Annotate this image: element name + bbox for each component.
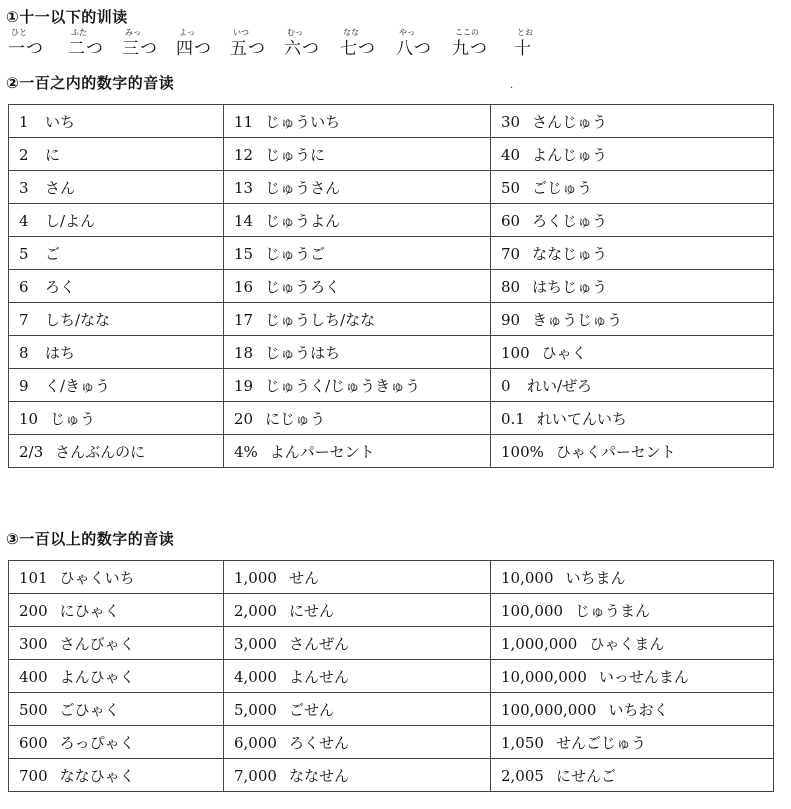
kun-word: 六つ	[284, 39, 320, 59]
reading-text: ひゃく	[541, 343, 587, 362]
table-cell	[491, 171, 774, 204]
kun-item	[68, 28, 108, 60]
table-cell	[491, 435, 774, 468]
number-text: 18	[234, 343, 254, 362]
number-text: 1,000	[234, 568, 277, 587]
kun-word: 三つ	[122, 39, 158, 59]
table-cell	[224, 561, 491, 594]
reading-text: ななひゃく	[59, 766, 135, 785]
number-text: 0	[501, 376, 511, 395]
table-cell	[224, 105, 491, 138]
number-text: 90	[501, 310, 521, 329]
number-text: 300	[19, 634, 48, 653]
table-cell	[491, 660, 774, 693]
reading-text: はちじゅう	[532, 277, 608, 296]
reading-text: ななせん	[288, 766, 349, 785]
reading-text: に	[45, 145, 61, 164]
kun-word: 七つ	[340, 39, 376, 59]
table-row	[9, 759, 774, 792]
reading-text: よんせん	[288, 667, 349, 686]
number-text: 4,000	[234, 667, 277, 686]
reading-text: よんひゃく	[59, 667, 135, 686]
reading-text: じゅうさん	[265, 178, 341, 197]
kun-ruby: やっ	[399, 28, 415, 37]
table-cell	[9, 726, 224, 759]
kun-item	[122, 28, 162, 60]
reading-text: く/きゅう	[45, 376, 111, 395]
reading-text: れいてんいち	[536, 409, 627, 428]
number-text: 10,000	[501, 568, 554, 587]
table-cell	[224, 693, 491, 726]
table-cell	[9, 336, 224, 369]
reading-text: にせんご	[555, 766, 616, 785]
kun-word: 一つ	[8, 39, 44, 59]
reading-text: ろっぴゃく	[59, 733, 135, 752]
number-text: 200	[19, 601, 48, 620]
number-text: 11	[234, 112, 254, 131]
table-cell	[9, 693, 224, 726]
table-row	[9, 693, 774, 726]
number-text: 2/3	[19, 442, 44, 461]
table-cell	[491, 561, 774, 594]
number-text: 15	[234, 244, 254, 263]
table-cell	[224, 303, 491, 336]
table-cell	[224, 171, 491, 204]
reading-text: し/よん	[45, 211, 96, 230]
reading-text: さん	[45, 178, 76, 197]
table-cell	[9, 105, 224, 138]
section3-title: ③一百以上的数字的音读	[6, 530, 175, 548]
table-cell	[9, 270, 224, 303]
table-cell	[9, 171, 224, 204]
reading-text: ごひゃく	[59, 700, 120, 719]
table-cell	[491, 303, 774, 336]
reading-text: よんパーセント	[269, 442, 375, 461]
kun-word: 十	[514, 39, 532, 59]
number-text: 70	[501, 244, 521, 263]
number-text: 50	[501, 178, 521, 197]
table-cell	[224, 138, 491, 171]
table-cell	[9, 369, 224, 402]
number-text: 5,000	[234, 700, 277, 719]
reading-text: じゅういち	[265, 112, 341, 131]
reading-text: さんぜん	[288, 634, 349, 653]
reading-text: しち/なな	[45, 310, 111, 329]
number-text: 100,000,000	[501, 700, 597, 719]
kun-item	[8, 28, 48, 60]
reading-text: いちまん	[565, 568, 626, 587]
reading-text: せん	[288, 568, 319, 587]
section2-title: ②一百之内的数字的音读	[6, 74, 175, 92]
number-text: 17	[234, 310, 254, 329]
table-row	[9, 138, 774, 171]
number-text: 19	[234, 376, 254, 395]
number-text: 1,000,000	[501, 634, 578, 653]
kun-word: 八つ	[396, 39, 432, 59]
number-text: 6	[19, 277, 29, 296]
number-text: 10,000,000	[501, 667, 587, 686]
table-cell	[224, 369, 491, 402]
table-row	[9, 105, 774, 138]
reading-text: いっせんまん	[598, 667, 689, 686]
table-cell	[224, 759, 491, 792]
kun-ruby: なな	[343, 28, 359, 37]
number-text: 7,000	[234, 766, 277, 785]
number-text: 1,050	[501, 733, 544, 752]
table-cell	[9, 402, 224, 435]
number-text: 700	[19, 766, 48, 785]
reading-text: よんじゅう	[532, 145, 608, 164]
number-text: 0.1	[501, 409, 525, 428]
number-text: 12	[234, 145, 254, 164]
reading-text: じゅうく/じゅうきゅう	[265, 376, 421, 395]
table-cell	[491, 204, 774, 237]
kun-word: 五つ	[230, 39, 266, 59]
kun-ruby: みっ	[125, 28, 141, 37]
table-cell	[491, 726, 774, 759]
reading-text: ろくせん	[288, 733, 349, 752]
table-row	[9, 303, 774, 336]
number-text: 20	[234, 409, 254, 428]
table-cell	[9, 237, 224, 270]
reading-text: にせん	[288, 601, 334, 620]
number-text: 16	[234, 277, 254, 296]
number-text: 101	[19, 568, 48, 587]
table-cell	[491, 627, 774, 660]
table-row	[9, 237, 774, 270]
reading-text: せんごじゅう	[555, 733, 646, 752]
kun-word: 四つ	[176, 39, 212, 59]
table-cell	[491, 105, 774, 138]
reading-text: きゅうじゅう	[532, 310, 623, 329]
number-text: 5	[19, 244, 29, 263]
number-text: 1	[19, 112, 29, 131]
reading-text: じゅうはち	[265, 343, 341, 362]
table-row	[9, 171, 774, 204]
stray-dot: .	[510, 80, 514, 91]
number-text: 9	[19, 376, 29, 395]
number-text: 2,005	[501, 766, 544, 785]
reading-text: ろく	[45, 277, 76, 296]
table-cell	[9, 759, 224, 792]
kun-item	[396, 28, 436, 60]
table-cell	[491, 594, 774, 627]
reading-text: さんじゅう	[532, 112, 608, 131]
table-row	[9, 369, 774, 402]
number-text: 40	[501, 145, 521, 164]
table-row	[9, 204, 774, 237]
reading-text: じゅうよん	[265, 211, 341, 230]
reading-text: にひゃく	[59, 601, 120, 620]
kun-word: 九つ	[452, 39, 488, 59]
table-cell	[224, 336, 491, 369]
number-text: 100	[501, 343, 530, 362]
reading-text: いち	[45, 112, 76, 131]
table-row	[9, 660, 774, 693]
table-cell	[491, 270, 774, 303]
table-row	[9, 726, 774, 759]
number-text: 8	[19, 343, 29, 362]
reading-text: じゅうろく	[265, 277, 341, 296]
kun-item	[452, 28, 492, 60]
number-text: 400	[19, 667, 48, 686]
reading-text: じゅうご	[265, 244, 326, 263]
table-cell	[491, 759, 774, 792]
table-cell	[9, 561, 224, 594]
table-cell	[224, 726, 491, 759]
kun-item	[230, 28, 270, 60]
table-cell	[9, 660, 224, 693]
reading-text: いちおく	[608, 700, 669, 719]
table-cell	[224, 660, 491, 693]
table-cell	[224, 627, 491, 660]
table-cell	[491, 138, 774, 171]
kun-ruby: ここの	[455, 28, 479, 37]
over-hundred-table	[8, 560, 774, 792]
kun-ruby: よっ	[179, 28, 195, 37]
number-text: 30	[501, 112, 521, 131]
table-cell	[224, 237, 491, 270]
reading-text: ごせん	[288, 700, 334, 719]
number-text: 2,000	[234, 601, 277, 620]
reading-text: さんびゃく	[59, 634, 135, 653]
number-text: 14	[234, 211, 254, 230]
reading-text: ご	[45, 244, 61, 263]
table-cell	[224, 594, 491, 627]
number-text: 2	[19, 145, 29, 164]
table-cell	[491, 693, 774, 726]
reading-text: ろくじゅう	[532, 211, 608, 230]
number-text: 4%	[234, 442, 258, 461]
number-text: 4	[19, 211, 29, 230]
table-cell	[9, 594, 224, 627]
table-cell	[9, 303, 224, 336]
table-cell	[491, 237, 774, 270]
reading-text: じゅう	[50, 409, 96, 428]
table-cell	[224, 402, 491, 435]
section1-title: ①十一以下的训读	[6, 8, 128, 26]
number-text: 13	[234, 178, 254, 197]
reading-text: じゅうに	[265, 145, 326, 164]
table-cell	[9, 435, 224, 468]
number-text: 600	[19, 733, 48, 752]
reading-text: ひゃくまん	[589, 634, 665, 653]
reading-text: さんぶんのに	[55, 442, 146, 461]
table-cell	[224, 270, 491, 303]
number-text: 60	[501, 211, 521, 230]
table-row	[9, 435, 774, 468]
table-cell	[9, 627, 224, 660]
table-cell	[491, 369, 774, 402]
reading-text: れい/ぜろ	[527, 376, 593, 395]
number-text: 3,000	[234, 634, 277, 653]
kun-ruby: いつ	[233, 28, 249, 37]
table-cell	[224, 204, 491, 237]
under-hundred-table	[8, 104, 774, 468]
table-row	[9, 336, 774, 369]
kun-item	[284, 28, 324, 60]
kun-ruby: ひと	[11, 28, 27, 37]
number-text: 80	[501, 277, 521, 296]
table-row	[9, 270, 774, 303]
table-cell	[491, 402, 774, 435]
reading-text: ひゃくパーセント	[555, 442, 676, 461]
kun-item	[340, 28, 380, 60]
table-cell	[224, 435, 491, 468]
kun-ruby: むっ	[287, 28, 303, 37]
reading-text: じゅうまん	[575, 601, 651, 620]
number-text: 7	[19, 310, 29, 329]
kun-item	[176, 28, 216, 60]
table-cell	[9, 138, 224, 171]
table-cell	[491, 336, 774, 369]
number-text: 10	[19, 409, 39, 428]
table-row	[9, 627, 774, 660]
kun-ruby: とお	[517, 28, 533, 37]
table-row	[9, 561, 774, 594]
reading-text: ひゃくいち	[59, 568, 135, 587]
kun-item	[514, 28, 554, 60]
table-row	[9, 402, 774, 435]
table-cell	[9, 204, 224, 237]
reading-text: じゅうしち/なな	[265, 310, 376, 329]
reading-text: ななじゅう	[532, 244, 608, 263]
number-text: 6,000	[234, 733, 277, 752]
number-text: 100,000	[501, 601, 564, 620]
table-row	[9, 594, 774, 627]
reading-text: ごじゅう	[532, 178, 593, 197]
number-text: 3	[19, 178, 29, 197]
reading-text: にじゅう	[265, 409, 326, 428]
kun-word: 二つ	[68, 39, 104, 59]
reading-text: はち	[45, 343, 76, 362]
number-text: 100%	[501, 442, 544, 461]
kun-ruby: ふた	[71, 28, 87, 37]
number-text: 500	[19, 700, 48, 719]
